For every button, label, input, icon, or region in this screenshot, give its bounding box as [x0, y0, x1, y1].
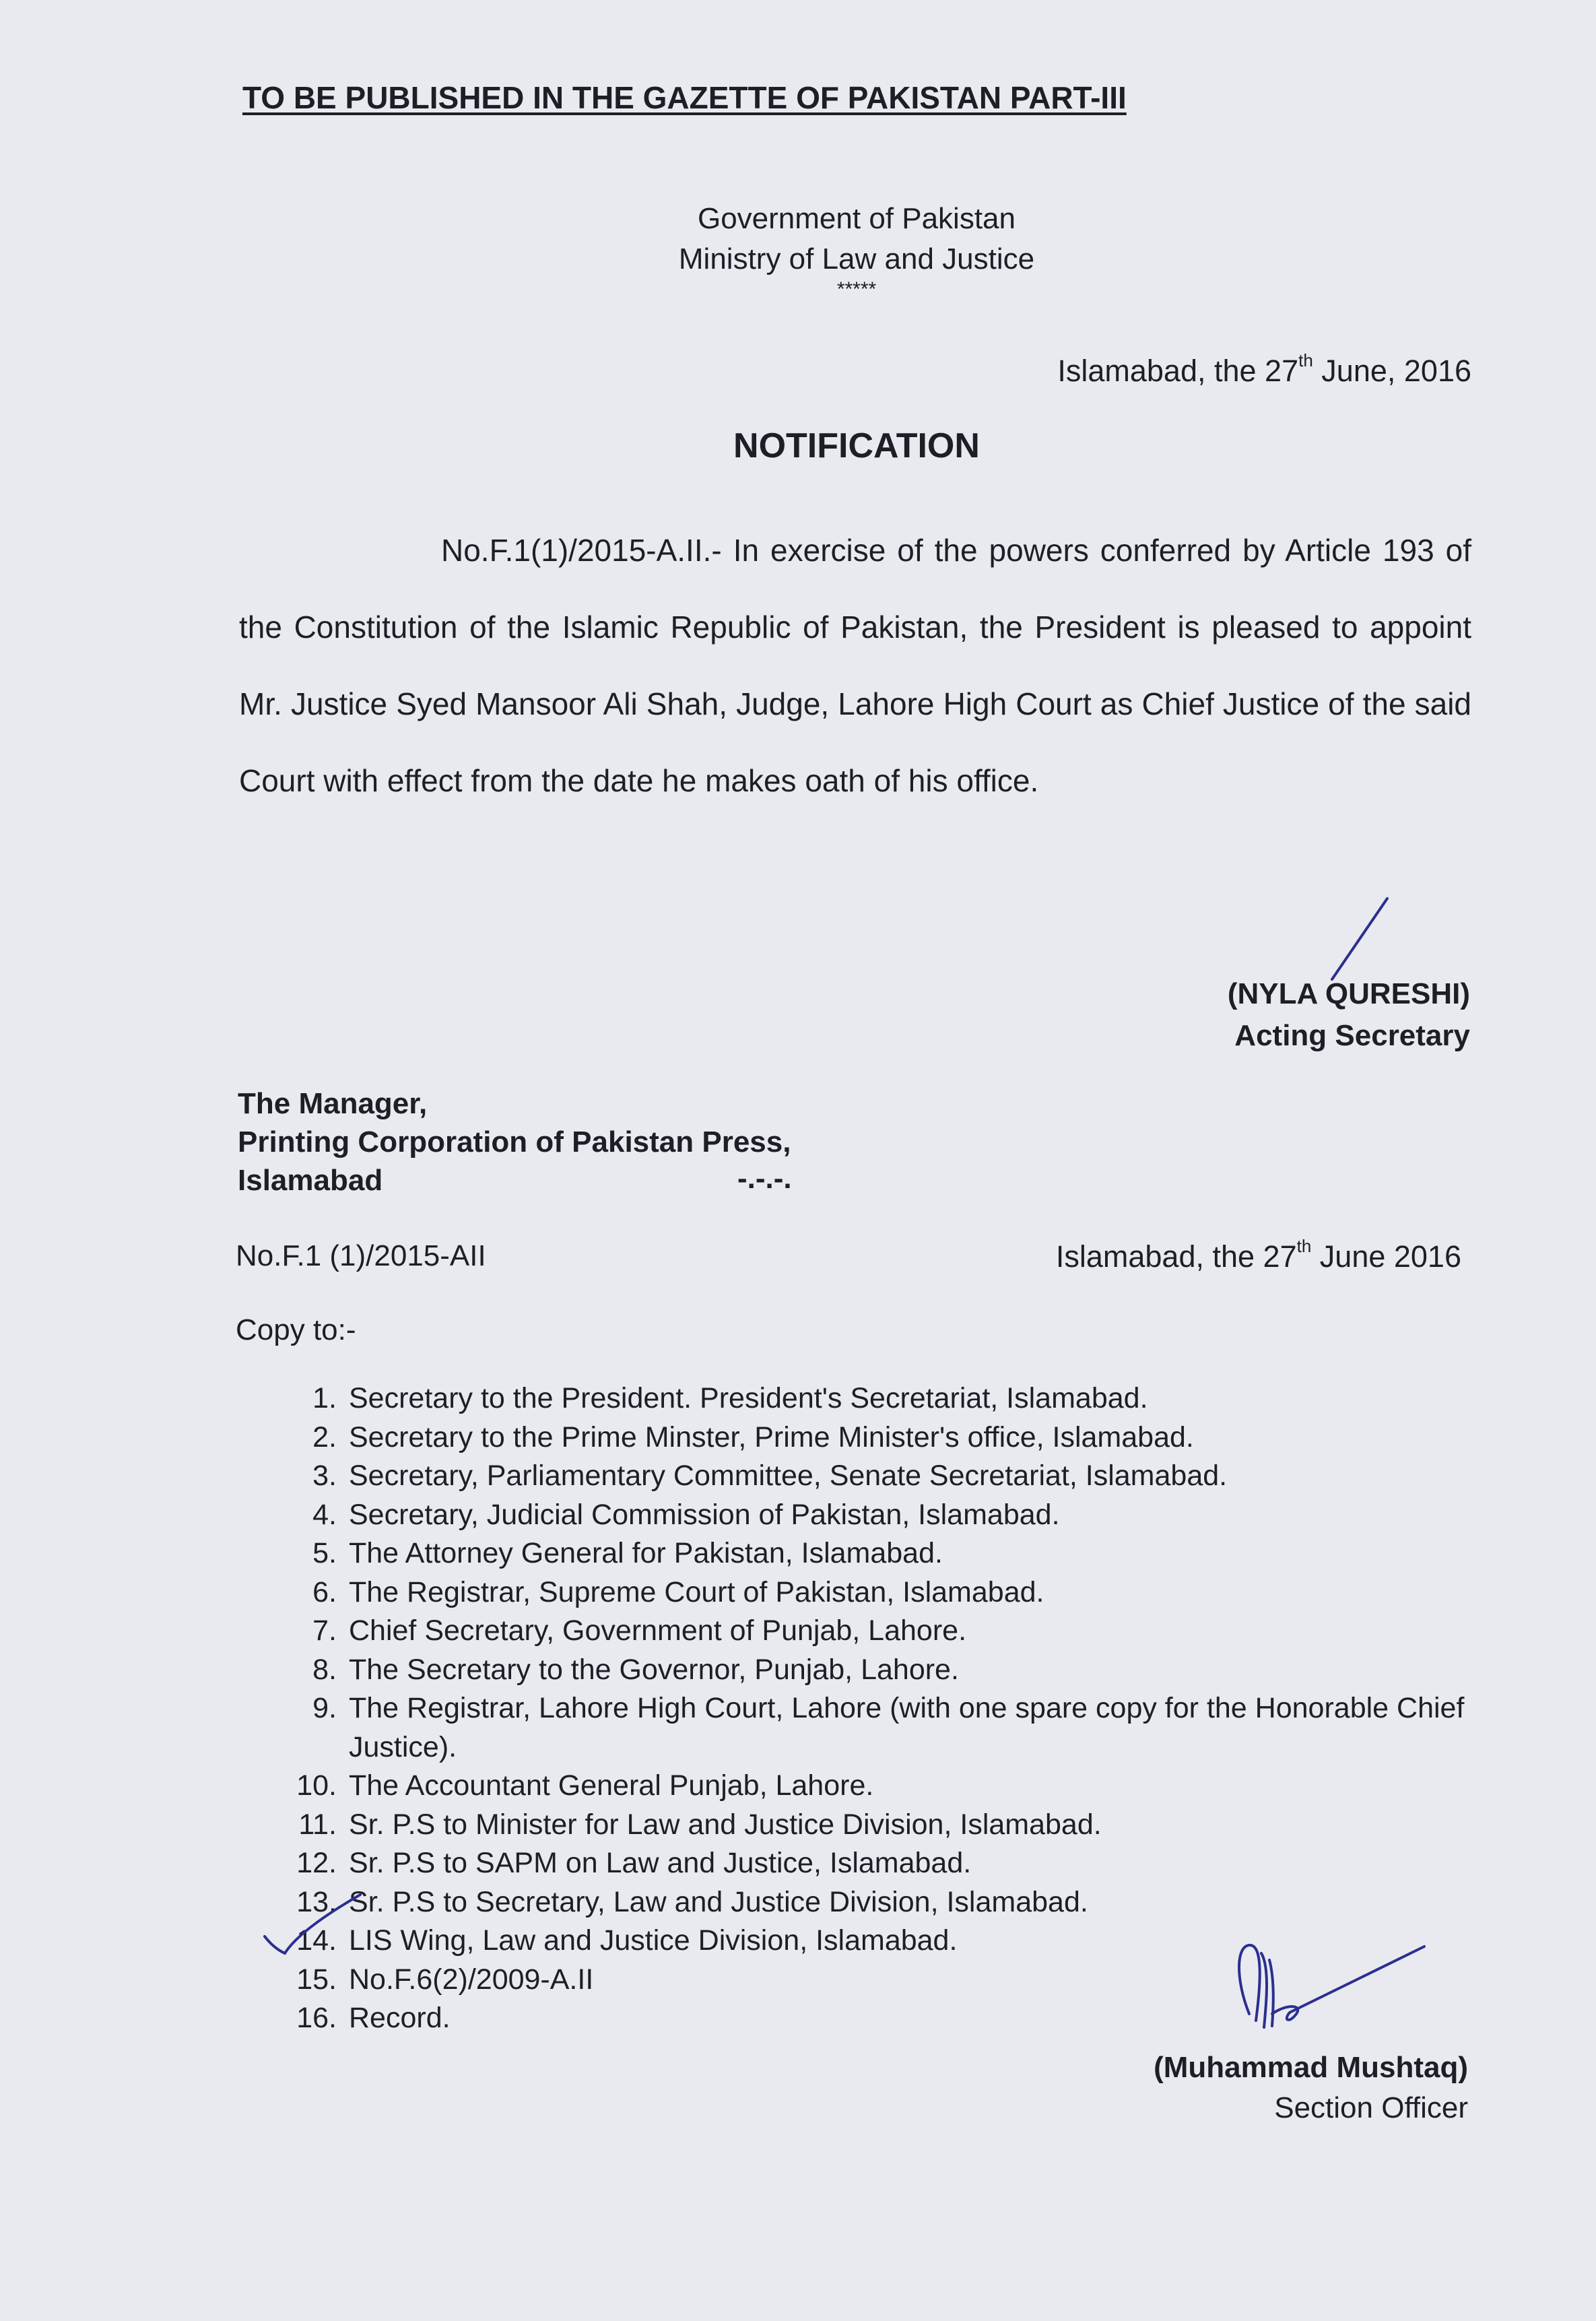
- list-item: [269, 1457, 1468, 1496]
- list-item: [269, 1612, 1468, 1651]
- list-item: [269, 1496, 1468, 1535]
- end-mark: -.-.-.: [737, 1162, 792, 1195]
- list-item: [269, 1534, 1468, 1573]
- date-suffix: June 2016: [1311, 1239, 1461, 1274]
- date-sup: th: [1298, 350, 1313, 370]
- list-item-text: LIS Wing, Law and Justice Division, Islamabad.: [349, 1924, 958, 1957]
- list-item-text: No.F.6(2)/2009-A.II: [349, 1963, 594, 1996]
- list-item-text: Secretary to the Prime Minster, Prime Minister's office, Islamabad.: [349, 1420, 1194, 1453]
- issuing-authority: [0, 199, 1596, 300]
- list-item-number: 12.: [296, 1847, 337, 1879]
- list-item-number: 15.: [296, 1963, 337, 1996]
- list-item: [269, 1651, 1468, 1690]
- signature-section-officer-icon: [1222, 1940, 1438, 2054]
- officer-name: (Muhammad Mushtaq): [1154, 2051, 1468, 2084]
- notification-date: [1057, 350, 1471, 389]
- addressee-line-1: The Manager,: [238, 1087, 428, 1120]
- list-item: [269, 1689, 1468, 1767]
- list-item-text: The Attorney General for Pakistan, Islamabad.: [349, 1537, 943, 1569]
- list-item-number: 8.: [312, 1653, 337, 1686]
- list-item: [269, 1806, 1468, 1845]
- list-item-number: 4.: [312, 1498, 337, 1531]
- list-item-number: 5.: [312, 1537, 337, 1569]
- list-item: [269, 1379, 1468, 1418]
- check-mark-icon: [259, 1889, 380, 1963]
- list-item-number: 9.: [312, 1692, 337, 1724]
- date-suffix: June, 2016: [1312, 354, 1471, 388]
- list-item-text: The Registrar, Supreme Court of Pakistan, Islamabad.: [349, 1575, 1044, 1608]
- list-item: [269, 1844, 1468, 1883]
- addressee-line-2: Printing Corporation of Pakistan Press,: [238, 1125, 791, 1158]
- list-item-number: 11.: [298, 1808, 337, 1841]
- copy-distribution-list: [269, 1379, 1468, 2038]
- date-prefix: Islamabad, the 27: [1055, 1239, 1297, 1274]
- list-item-text: Record.: [349, 2002, 451, 2034]
- addressee-block: [238, 1084, 791, 1200]
- list-item-text: The Accountant General Punjab, Lahore.: [349, 1769, 874, 1802]
- list-item-text: Secretary, Judicial Commission of Pakistan, Islamabad.: [349, 1498, 1060, 1531]
- signatory-secretary: [1228, 973, 1470, 1057]
- reference-number: No.F.1 (1)/2015-AII: [236, 1239, 486, 1272]
- notification-body: No.F.1(1)/2015-A.II.- In exercise of the powers conferred by Article 193 of the Constitution of the Islamic Republic of Pakistan, the President is pleased to appoint Mr. Justice Syed Mansoor Ali Shah, Judge, Lahore High Court as Chief Justice of the said Court with effect from the date he makes oath of his office.: [239, 533, 1471, 798]
- signature-stroke-secretary: [1320, 896, 1401, 983]
- list-item-number: 6.: [312, 1575, 337, 1608]
- list-item-text: The Secretary to the Governor, Punjab, Lahore.: [349, 1653, 959, 1686]
- list-item-text: Secretary, Parliamentary Committee, Senate Secretariat, Islamabad.: [349, 1460, 1228, 1492]
- officer-title: Section Officer: [1274, 2091, 1468, 2124]
- list-item-text: Chief Secretary, Government of Punjab, Lahore.: [349, 1614, 967, 1647]
- list-item-number: 2.: [312, 1420, 337, 1453]
- notification-title: NOTIFICATION: [733, 426, 980, 465]
- list-item-number: 7.: [312, 1614, 337, 1647]
- list-item-number: 16.: [296, 2002, 337, 2034]
- signatory-section-officer: [1154, 2048, 1468, 2128]
- list-item-text: Sr. P.S to SAPM on Law and Justice, Islamabad.: [349, 1847, 972, 1879]
- gazette-header: TO BE PUBLISHED IN THE GAZETTE OF PAKISTAN PART-III: [242, 80, 1127, 115]
- list-item: [269, 1573, 1468, 1612]
- list-item-text: Secretary to the President. President's Secretariat, Islamabad.: [349, 1382, 1148, 1414]
- list-item: [269, 1883, 1468, 1922]
- list-item-number: 10.: [296, 1769, 337, 1802]
- list-item: [269, 1767, 1468, 1806]
- government-name: Government of Pakistan: [697, 202, 1016, 235]
- list-item-text: Sr. P.S to Minister for Law and Justice Division, Islamabad.: [349, 1808, 1102, 1841]
- list-item-text: The Registrar, Lahore High Court, Lahore (with one spare copy for the Honorable Chief Justice).: [349, 1692, 1465, 1763]
- list-item-text: Sr. P.S to Secretary, Law and Justice Division, Islamabad.: [349, 1885, 1088, 1918]
- ministry-name: Ministry of Law and Justice: [678, 242, 1035, 275]
- addressee-line-3: Islamabad: [238, 1164, 383, 1197]
- date-prefix: Islamabad, the 27: [1057, 354, 1299, 388]
- signatory-title: Acting Secretary: [1234, 1019, 1470, 1052]
- separator: *****: [836, 278, 877, 300]
- list-item: [269, 1418, 1468, 1458]
- signatory-name: (NYLA QURESHI): [1227, 977, 1470, 1010]
- list-item-number: 13.: [296, 1885, 337, 1918]
- copy-date: [1055, 1236, 1461, 1274]
- list-item-number: 1.: [312, 1382, 337, 1414]
- copy-to-label: Copy to:-: [236, 1313, 356, 1346]
- list-item-number: 14.: [296, 1924, 337, 1957]
- list-item-number: 3.: [312, 1460, 337, 1492]
- date-sup: th: [1296, 1236, 1312, 1256]
